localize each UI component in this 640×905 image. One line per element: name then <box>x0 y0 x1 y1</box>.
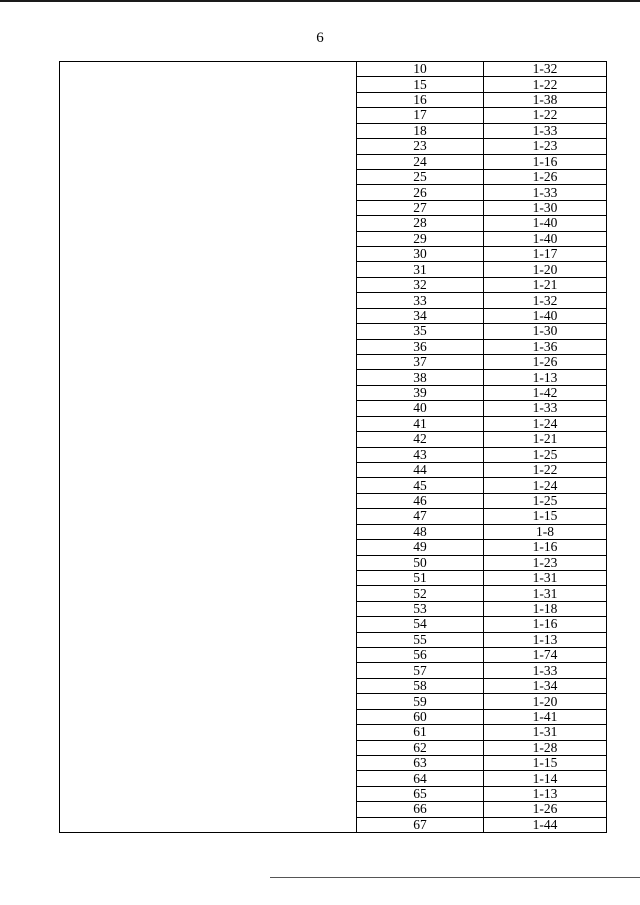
number-cell: 10 <box>357 62 484 77</box>
number-cell: 57 <box>357 663 484 678</box>
range-cell: 1-16 <box>484 154 607 169</box>
range-cell: 1-28 <box>484 740 607 755</box>
range-cell: 1-15 <box>484 509 607 524</box>
range-cell: 1-25 <box>484 493 607 508</box>
number-cell: 26 <box>357 185 484 200</box>
number-cell: 34 <box>357 308 484 323</box>
number-cell: 61 <box>357 725 484 740</box>
number-cell: 46 <box>357 493 484 508</box>
range-cell: 1-32 <box>484 62 607 77</box>
number-cell: 60 <box>357 709 484 724</box>
range-cell: 1-20 <box>484 262 607 277</box>
table-body <box>60 62 607 833</box>
number-cell: 62 <box>357 740 484 755</box>
number-cell: 36 <box>357 339 484 354</box>
number-cell: 41 <box>357 416 484 431</box>
range-cell: 1-24 <box>484 478 607 493</box>
range-cell: 1-31 <box>484 586 607 601</box>
range-cell: 1-13 <box>484 370 607 385</box>
number-cell: 64 <box>357 771 484 786</box>
range-cell: 1-8 <box>484 524 607 539</box>
number-cell: 30 <box>357 247 484 262</box>
number-cell: 17 <box>357 108 484 123</box>
range-cell: 1-40 <box>484 231 607 246</box>
range-cell: 1-33 <box>484 663 607 678</box>
number-cell: 32 <box>357 277 484 292</box>
range-cell: 1-33 <box>484 185 607 200</box>
range-cell: 1-40 <box>484 216 607 231</box>
number-cell: 59 <box>357 694 484 709</box>
range-cell: 1-23 <box>484 139 607 154</box>
number-cell: 55 <box>357 632 484 647</box>
range-cell: 1-22 <box>484 108 607 123</box>
number-cell: 29 <box>357 231 484 246</box>
number-cell: 65 <box>357 786 484 801</box>
range-cell: 1-36 <box>484 339 607 354</box>
number-cell: 56 <box>357 648 484 663</box>
page-bottom-edge <box>270 877 640 878</box>
number-cell: 50 <box>357 555 484 570</box>
range-cell: 1-17 <box>484 247 607 262</box>
range-cell: 1-23 <box>484 555 607 570</box>
number-cell: 49 <box>357 540 484 555</box>
number-cell: 58 <box>357 678 484 693</box>
range-cell: 1-26 <box>484 169 607 184</box>
data-table <box>59 61 607 833</box>
number-cell: 16 <box>357 92 484 107</box>
range-cell: 1-30 <box>484 200 607 215</box>
range-cell: 1-74 <box>484 648 607 663</box>
number-cell: 25 <box>357 169 484 184</box>
number-cell: 33 <box>357 293 484 308</box>
number-cell: 31 <box>357 262 484 277</box>
range-cell: 1-31 <box>484 570 607 585</box>
range-cell: 1-42 <box>484 385 607 400</box>
range-cell: 1-20 <box>484 694 607 709</box>
number-cell: 67 <box>357 817 484 832</box>
range-cell: 1-22 <box>484 462 607 477</box>
number-cell: 52 <box>357 586 484 601</box>
range-cell: 1-33 <box>484 123 607 138</box>
number-cell: 35 <box>357 324 484 339</box>
range-cell: 1-25 <box>484 447 607 462</box>
number-cell: 15 <box>357 77 484 92</box>
table-row <box>60 62 607 77</box>
number-cell: 23 <box>357 139 484 154</box>
range-cell: 1-44 <box>484 817 607 832</box>
page-number: 6 <box>316 30 324 46</box>
number-cell: 18 <box>357 123 484 138</box>
range-cell: 1-14 <box>484 771 607 786</box>
range-cell: 1-13 <box>484 786 607 801</box>
number-cell: 45 <box>357 478 484 493</box>
number-cell: 38 <box>357 370 484 385</box>
range-cell: 1-24 <box>484 416 607 431</box>
number-cell: 48 <box>357 524 484 539</box>
number-cell: 63 <box>357 755 484 770</box>
range-cell: 1-38 <box>484 92 607 107</box>
range-cell: 1-21 <box>484 277 607 292</box>
page-top-edge <box>0 0 640 2</box>
number-cell: 27 <box>357 200 484 215</box>
range-cell: 1-34 <box>484 678 607 693</box>
number-cell: 66 <box>357 802 484 817</box>
range-cell: 1-18 <box>484 601 607 616</box>
number-cell: 51 <box>357 570 484 585</box>
number-cell: 43 <box>357 447 484 462</box>
number-cell: 24 <box>357 154 484 169</box>
range-cell: 1-26 <box>484 355 607 370</box>
range-cell: 1-13 <box>484 632 607 647</box>
range-cell: 1-16 <box>484 617 607 632</box>
range-cell: 1-30 <box>484 324 607 339</box>
range-cell: 1-32 <box>484 293 607 308</box>
range-cell: 1-16 <box>484 540 607 555</box>
number-cell: 44 <box>357 462 484 477</box>
range-cell: 1-26 <box>484 802 607 817</box>
range-cell: 1-41 <box>484 709 607 724</box>
number-cell: 40 <box>357 401 484 416</box>
number-cell: 37 <box>357 355 484 370</box>
number-cell: 42 <box>357 432 484 447</box>
number-cell: 28 <box>357 216 484 231</box>
range-cell: 1-31 <box>484 725 607 740</box>
number-cell: 54 <box>357 617 484 632</box>
range-cell: 1-33 <box>484 401 607 416</box>
number-cell: 47 <box>357 509 484 524</box>
range-cell: 1-21 <box>484 432 607 447</box>
range-cell: 1-40 <box>484 308 607 323</box>
number-cell: 39 <box>357 385 484 400</box>
blank-merged-cell <box>60 62 357 833</box>
range-cell: 1-22 <box>484 77 607 92</box>
range-cell: 1-15 <box>484 755 607 770</box>
number-cell: 53 <box>357 601 484 616</box>
